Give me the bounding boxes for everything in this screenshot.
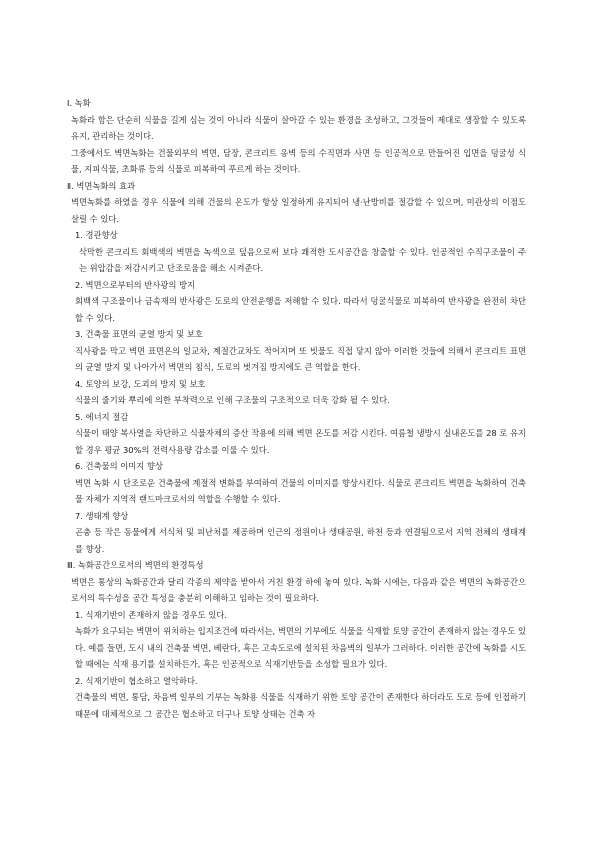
paragraph-6: 벽면 녹화 시 단조로운 건축물에 계절적 변화를 부여하여 건물의 이미지를 향상시킨다. 식물로 콘크리트 벽면을 녹화하여 건축물 자체가 지역적 랜드마크로서의 역할을 수행할 수 있다. bbox=[75, 477, 526, 504]
document-body bbox=[67, 95, 526, 722]
subheading-5: 5. 에너지 절감 bbox=[75, 411, 129, 422]
paragraph-2: 회백색 구조물이나 금속재의 반사광은 도로의 안전운행을 저해할 수 있다. 따라서 덩굴식물로 피복하여 반사광을 완전히 차단할 수 있다. bbox=[75, 296, 526, 323]
subheading-7: 7. 생태계 향상 bbox=[75, 510, 129, 521]
paragraph-7: 곤충 등 작은 동물에게 서식처 및 피난처를 제공하며 인근의 정원이나 생태공원, 하천 등과 연결됨으로서 지역 전체의 생태계를 향상. bbox=[75, 527, 526, 554]
section-heading-3: Ⅲ. 녹화공간으로서의 벽면의 환경특성 bbox=[67, 560, 204, 570]
subheading-4: 4. 토양의 보강, 도괴의 방지 및 보호 bbox=[75, 378, 206, 389]
subheading-env-2: 2. 식재기반이 협소하고 열악하다. bbox=[75, 675, 198, 686]
paragraph-environment-intro: 벽면은 통상의 녹화공간과 달리 각종의 제약을 받아서 거친 환경 하에 놓여 있다. 녹화 시에는, 다음과 같은 벽면의 녹화공간으로서의 특수성을 공간 특성을 충분히 이해하고 임하는 것이 필요하다. bbox=[71, 576, 526, 603]
paragraph-wall-greening-definition: 그중에서도 벽면녹화는 건물외부의 벽면, 담장, 콘크리트 옹벽 등의 수직면과 사면 등 인공적으로 만들어진 입면을 덩굴성 식물, 지피식물, 초화류 등의 식물로 피복하여 푸르게 하는 것이다. bbox=[71, 147, 526, 174]
paragraph-env-1: 녹화가 요구되는 벽면이 위치하는 입지조건에 따라서는, 벽면의 기부에도 식물을 식재할 토양 공간이 존재하지 않는 경우도 있다. 예를 들면, 도시 내의 건축물 벽면, 베란다, 혹은 고속도로에 설치된 차음벽의 일부가 그러하다. 이러한 공간에 녹화를 시도할 때에는 식재 용기를 설치하든가, 혹은 인공적으로 식재기반등을 소성할 필요가 있다. bbox=[75, 626, 526, 669]
paragraph-env-2: 건축물의 벽면, 통담, 차음벽 일부의 기부는 녹화용 식물을 식재하기 위한 토양 공간이 존재한다 하더라도 도로 등에 인접하기 때문에 대체적으로 그 공간은 협소하고 더구나 토양 상태는 건축 자 bbox=[75, 692, 526, 719]
subheading-env-1: 1. 식재기반이 존재하지 않을 경우도 있다. bbox=[75, 609, 227, 620]
paragraph-5: 식물이 태양 복사열을 차단하고 식물자체의 증산 작용에 의해 벽면 온도를 저감 시킨다. 여름철 냉방시 실내온도를 28 로 유지할 경우 평균 30%의 전력사용량 감소를 이룰 수 있다. bbox=[75, 428, 526, 455]
section-heading-2: Ⅱ. 벽면녹화의 효과 bbox=[67, 180, 136, 191]
subheading-1: 1. 경관향상 bbox=[75, 230, 118, 240]
section-heading-1: Ⅰ. 녹화 bbox=[67, 98, 91, 108]
paragraph-4: 식물의 줄기와 뿌리에 의한 부착력으로 인해 구조물의 구조적으로 더욱 강화 될 수 있다. bbox=[75, 395, 390, 405]
subheading-3: 3. 건축물 표면의 균열 방지 및 보호 bbox=[75, 329, 203, 339]
paragraph-1: 삭막한 콘크리트 회백색의 벽면을 녹색으로 덮음으로써 보다 쾌적한 도시공간을 창출할 수 있다. 인공적인 수직구조물이 주는 위압감을 저감시키고 단조로움을 해소 시켜준다. bbox=[79, 246, 526, 273]
subheading-6: 6. 건축물의 이미지 향상 bbox=[75, 461, 163, 471]
paragraph-greening-definition: 녹화라 함은 단순히 식물을 길게 심는 것이 아니라 식물이 살아갈 수 있는 환경을 조성하고, 그것들이 제대로 생장할 수 있도록 유지, 관리하는 것이다. bbox=[71, 114, 526, 141]
paragraph-3: 직사광을 막고 벽면 표면온의 일교차, 계절간교차도 적어지며 또 빗물도 직접 닿지 않아 이러한 것들에 의해서 콘크리트 표면 의 균열 방지 및 나아가서 벽면의 침식, 도료의 벗겨짐 방지에도 큰 역할을 한다. bbox=[75, 345, 526, 372]
paragraph-effects-intro: 벽면녹화를 하였을 경우 식물에 의해 건물의 온도가 항상 일정하게 유지되어 냉·난방비를 절감할 수 있으며, 미관상의 이점도 살릴 수 있다. bbox=[71, 197, 526, 224]
subheading-2: 2. 벽면으로부터의 반사광의 방지 bbox=[75, 279, 196, 290]
